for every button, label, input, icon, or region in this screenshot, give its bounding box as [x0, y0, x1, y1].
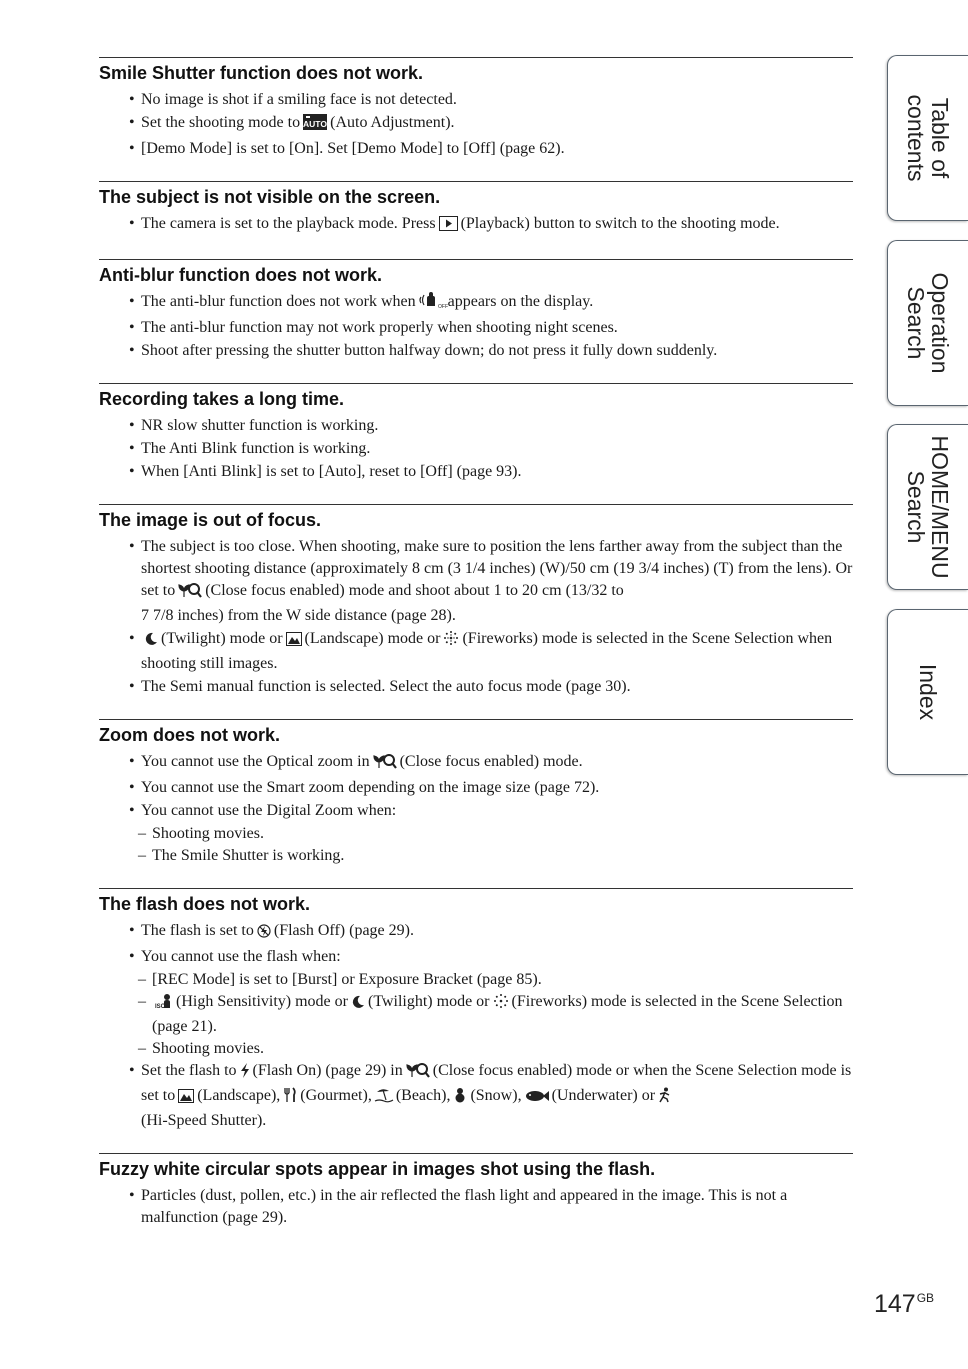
list-item: • You cannot use the flash when: [129, 948, 341, 965]
tab-label: Search [903, 286, 929, 360]
sub-list-item: – The Smile Shutter is working. [138, 847, 345, 864]
tab-operation-search[interactable] [887, 240, 968, 406]
list-item: • You cannot use the Optical zoom in (Close focus enabled) mode. [99, 751, 853, 776]
list-item: • You cannot use the Digital Zoom when: [129, 802, 397, 819]
list-item: • No image is shot if a smiling face is not detected. [129, 91, 457, 108]
section-title: Smile Shutter function does not work. [99, 63, 424, 83]
section-title: The subject is not visible on the screen. [99, 187, 441, 207]
list-item: • The Semi manual function is selected. Select the auto focus mode (page 30). [129, 678, 631, 695]
hi-speed-shutter-icon [658, 1087, 672, 1110]
section-title: Fuzzy white circular spots appear in images shot using the flash. [99, 1159, 656, 1179]
auto-mode-icon [303, 114, 327, 137]
snow-icon [453, 1087, 467, 1110]
page-content [99, 57, 853, 1250]
sub-list-item: – ISO (High Sensitivity) mode or (Twilight) mode or (Fireworks) mode is selected in the Scene Selection (page 21). [138, 993, 843, 1035]
list-item: • Shoot after pressing the shutter button halfway down; do not press it fully down suddenly. [129, 342, 718, 359]
section-title: Anti-blur function does not work. [99, 265, 382, 285]
tab-label: Index [915, 663, 941, 721]
landscape-icon [286, 631, 302, 653]
tab-label: Table of [927, 97, 953, 179]
list-item: • The flash is set to (Flash Off) (page 29). [99, 920, 853, 945]
list-item: • The camera is set to the playback mode. Press (Playback) button to switch to the shooting mode. [99, 213, 853, 238]
close-focus-icon [373, 753, 397, 776]
list-item: • When [Anti Blink] is set to [Auto], reset to [Off] (page 93). [129, 463, 522, 480]
anti-blur-off-icon [419, 291, 448, 316]
list-item: • Particles (dust, pollen, etc.) in the air reflected the flash light and appeared in the image. This is not a malfunction (page 29). [129, 1187, 788, 1226]
section-title: Zoom does not work. [99, 725, 281, 745]
section-title: Recording takes a long time. [99, 389, 345, 409]
list-item: • You cannot use the Smart zoom depending on the image size (page 72). [129, 779, 600, 796]
tab-label: Search [903, 470, 929, 544]
list-item: • Set the shooting mode to AUTO (Auto Adjustment). [99, 112, 853, 137]
section-subject-not-visible [99, 181, 853, 238]
twilight-icon [144, 631, 158, 653]
tab-label: HOME/MENU [927, 435, 953, 579]
list-item: • The subject is too close. When shooting, make sure to position the lens farther away from the subject than the shortest shooting distance (approximately 8 cm (3 1/4 inches) (W)/50 cm (19 3/4 inches) (T) from the lens). Or set to (Close focus enabled) mode and shoot about 1 to 20 cm (13/32 to 7 7/8 inches) from the W side distance (page 28). [129, 538, 853, 624]
tab-home-menu-search[interactable] [887, 424, 968, 590]
close-focus-icon [178, 582, 202, 605]
section-anti-blur [99, 259, 853, 362]
playback-icon [439, 216, 458, 238]
sub-list-item: – Shooting movies. [138, 825, 265, 842]
flash-on-icon [240, 1063, 250, 1085]
list-item: • The anti-blur function does not work when OFF appears on the display. [99, 291, 853, 316]
section-title: The image is out of focus. [99, 510, 322, 530]
tab-table-of-contents[interactable] [887, 55, 968, 221]
gourmet-icon [283, 1087, 297, 1110]
auto-icon-label: AUTO [303, 119, 328, 129]
high-sensitivity-icon [155, 993, 173, 1016]
svg-text:OFF: OFF [437, 304, 448, 310]
flash-off-icon [257, 923, 271, 945]
close-focus-icon [406, 1062, 430, 1085]
fireworks-icon [493, 993, 509, 1016]
list-item: • (Twilight) mode or (Landscape) mode or (Fireworks) mode is selected in the Scene Selection when shooting still images. [129, 630, 833, 672]
underwater-icon [525, 1088, 549, 1110]
tab-label: Operation [927, 272, 953, 374]
beach-icon [375, 1087, 393, 1110]
twilight-icon [351, 994, 365, 1016]
sub-list-item: – Shooting movies. [138, 1040, 265, 1057]
section-fuzzy-spots [99, 1153, 853, 1229]
section-zoom [99, 719, 853, 867]
list-item: • The Anti Blink function is working. [129, 440, 371, 457]
section-title: The flash does not work. [99, 894, 311, 914]
page-number: $147^{GB}$ [874, 1290, 935, 1318]
section-recording-long [99, 383, 853, 483]
iso-icon-label: ISO [155, 1004, 166, 1010]
list-item: • NR slow shutter function is working. [129, 417, 379, 434]
sub-list-item: – [REC Mode] is set to [Burst] or Exposure Bracket (page 85). [138, 971, 542, 988]
section-out-of-focus [99, 504, 853, 698]
landscape-icon [178, 1088, 194, 1110]
tab-label: contents [903, 94, 929, 182]
list-item: • [Demo Mode] is set to [On]. Set [Demo Mode] to [Off] (page 62). [129, 140, 565, 157]
list-item: • Set the flash to (Flash On) (page 29) in (Close focus enabled) mode or when the Scene Selection mode is set to (Landscape), (Gourmet), (Beach), (Snow), (Underwater) or (Hi-Speed Shutter). [129, 1062, 852, 1129]
section-smile-shutter [99, 57, 853, 160]
tab-index[interactable] [887, 609, 968, 775]
list-item: • The anti-blur function may not work properly when shooting night scenes. [129, 319, 618, 336]
section-flash [99, 888, 853, 1132]
fireworks-icon [443, 630, 459, 653]
